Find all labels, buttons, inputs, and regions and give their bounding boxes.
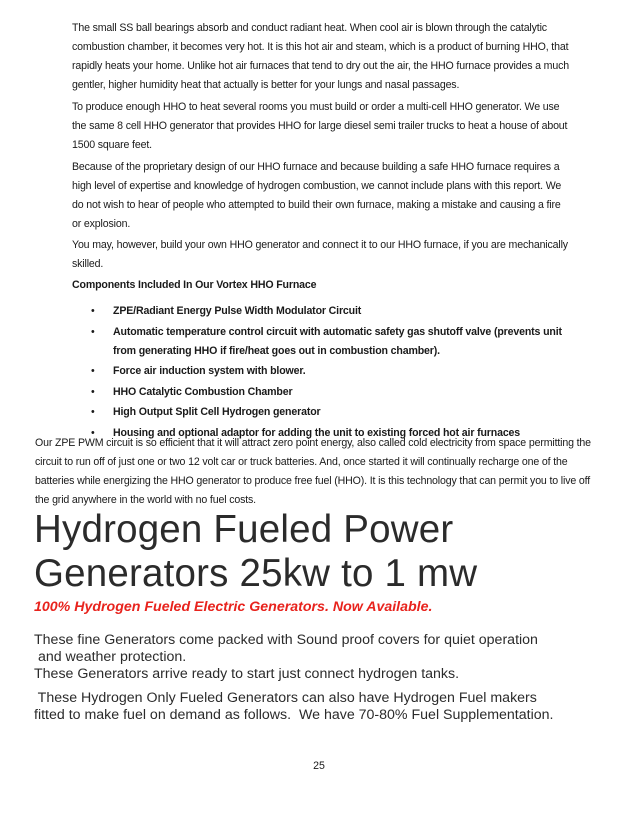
paragraph-proprietary-design: Because of the proprietary design of our HHO furnace and because building a safe HHO furnace requires a high level of expertise and knowledge of hydrogen combustion, we cannot include plans with this report. We do not wish to hear of people who attempted to build their own furnace, making a mistake and causing a fire or explosion. xyxy=(72,161,562,230)
list-item-text: Housing and optional adaptor for adding the unit to existing forced hot air furnaces xyxy=(113,426,521,439)
generators-description: These fine Generators come packed with Sound proof covers for quiet operation and weather protection. These Generators arrive ready to start just connect hydrogen tanks. xyxy=(34,632,538,682)
generators-subheading: 100% Hydrogen Fueled Electric Generators. Now Available. xyxy=(34,599,433,615)
list-item xyxy=(88,403,574,422)
bullet-icon: • xyxy=(91,426,95,439)
bullet-icon: • xyxy=(91,385,95,398)
generators-fuel-makers: These Hydrogen Only Fueled Generators can also have Hydrogen Fuel makers fitted to make fuel on demand as follows. We have 70-80% Fuel Supplementation. xyxy=(34,690,554,723)
bullet-icon: • xyxy=(91,325,95,338)
list-item xyxy=(88,323,574,361)
list-item-text: ZPE/Radiant Energy Pulse Width Modulator Circuit xyxy=(113,305,362,317)
list-item-text: HHO Catalytic Combustion Chamber xyxy=(113,385,293,398)
page-number: 25 xyxy=(313,760,325,772)
components-heading: Components Included In Our Vortex HHO Furnace xyxy=(72,279,317,291)
paragraph-multi-cell-generator: To produce enough HHO to heat several rooms you must build or order a multi-cell HHO generator. We use the same 8 cell HHO generator that provides HHO for large diesel semi trailer trucks to heat a house of about 1500 square feet. xyxy=(72,101,568,151)
paragraph-radiant-heat: The small SS ball bearings absorb and conduct radiant heat. When cool air is blown through the catalytic combustion chamber, it becomes very hot. It is this hot air and steam, which is a product of burning HHO, that rapidly heats your home. Unlike hot air furnaces that tend to dry out the air, the HHO furnace provides a much gentler, higher humidity heat that actually is better for your lungs and nasal passages. xyxy=(72,22,569,91)
bullet-icon: • xyxy=(91,406,95,418)
list-item xyxy=(88,362,574,381)
list-item-text: High Output Split Cell Hydrogen generator xyxy=(113,406,321,418)
list-item-text: Automatic temperature control circuit with automatic safety gas shutoff valve (prevents unit from generating HHO if fire/heat goes out in combustion chamber). xyxy=(113,325,562,357)
list-item xyxy=(88,383,574,402)
section-heading-generators: Hydrogen Fueled Power Generators 25kw to 1 mw xyxy=(34,508,478,595)
paragraph-zpe-pwm-circuit: Our ZPE PWM circuit is so efficient that it will attract zero point energy, also called cold electricity from space permitting the circuit to run off of just one or two 12 volt car or truck batteries. And, once started it will continually recharge one of the batteries while energizing the HHO generator to produce free fuel (HHO). It is this technology that can permit you to live off the grid anywhere in the world with no fuel costs. xyxy=(35,437,591,506)
list-item xyxy=(88,302,574,321)
paragraph-build-your-own: You may, however, build your own HHO generator and connect it to our HHO furnace, if you are mechanically skilled. xyxy=(72,239,568,270)
list-item-text: Force air induction system with blower. xyxy=(113,365,306,377)
components-list xyxy=(88,302,574,444)
bullet-icon: • xyxy=(91,305,95,317)
bullet-icon: • xyxy=(91,365,95,377)
